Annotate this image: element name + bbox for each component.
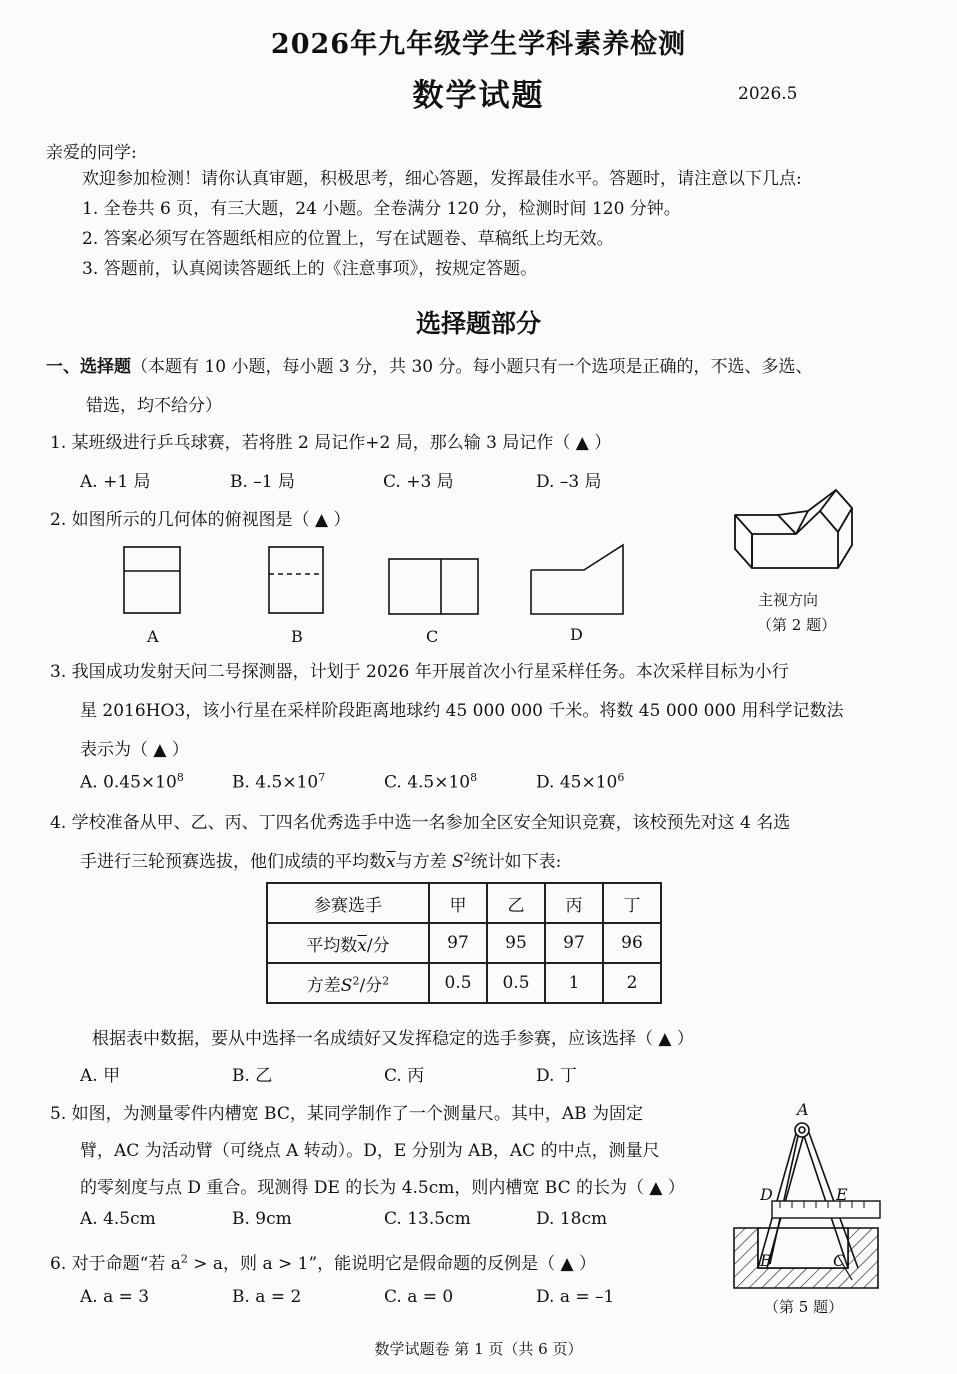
q4-option-a: A. 甲 [80, 1066, 121, 1086]
note-3: 3. 答题前，认真阅读答题纸上的《注意事项》，按规定答题。 [82, 259, 538, 279]
section-heading: 一、选择题 [46, 357, 131, 377]
q5-caption: （第 5 题） [764, 1298, 844, 1316]
q5-option-d: D. 18cm [536, 1209, 608, 1229]
table-cell: 平均数$\overline{x}/$分 [267, 923, 429, 963]
q4-line-2: 手进行三轮预赛选拔，他们成绩的平均数$\overline{x}$与方差 $S^2$统计如下表: [80, 850, 562, 872]
q2-label-b: B [291, 627, 303, 646]
q2-stem: 2. 如图所示的几何体的俯视图是（ ▲ ） [50, 510, 351, 530]
q1-stem: 1. 某班级进行乒乓球赛，若将胜 2 局记作+2 局，那么输 3 局记作（ ▲ ） [50, 433, 612, 453]
table-cell: 乙 [487, 883, 545, 923]
exam-subtitle: 数学试题 [412, 78, 545, 114]
q5-point-a: A [797, 1100, 809, 1119]
q6-option-a: A. a = 3 [80, 1287, 150, 1307]
q3-option-c: C. $4.5\times 10^8$ [384, 771, 478, 793]
section-title: 选择题部分 [415, 309, 541, 338]
q4-question: 根据表中数据，要从中选择一名成绩好又发挥稳定的选手参赛，应该选择（ ▲ ） [92, 1029, 694, 1049]
q5-line-1: 5. 如图，为测量零件内槽宽 BC，某同学制作了一个测量尺。其中，AB 为固定 [50, 1104, 644, 1124]
q5-point-c: C [833, 1251, 846, 1270]
q5-point-d: D [760, 1185, 773, 1204]
q2-label-c: C [426, 627, 439, 646]
table-cell: 97 [545, 923, 603, 963]
note-2: 2. 答案必须写在答题纸相应的位置上，写在试题卷、草稿纸上均无效。 [82, 229, 614, 249]
q2-fig-caption: （第 2 题） [757, 616, 837, 634]
page-footer: 数学试题卷 第 1 页（共 6 页） [374, 1340, 583, 1358]
q6-option-b: B. a = 2 [232, 1287, 302, 1307]
table-cell: 甲 [429, 883, 487, 923]
q5-option-b: B. 9cm [232, 1209, 292, 1229]
q1-option-b: B. –1 局 [230, 472, 296, 492]
table-cell: 2 [603, 963, 661, 1003]
exam-date: 2026.5 [738, 84, 798, 104]
q3-line-2: 星 2016HO3，该小行星在采样阶段距离地球约 45 000 000 千米。将数 45 000 000 用科学记数法 [80, 701, 844, 721]
table-cell: 0.5 [487, 963, 545, 1003]
q3-line-3: 表示为（ ▲ ） [80, 740, 189, 760]
q5-option-c: C. 13.5cm [384, 1209, 471, 1229]
q4-option-b: B. 乙 [232, 1066, 273, 1086]
q6-stem: 6. 对于命题“若 $a^2 > a$，则 a > 1”，能说明它是假命题的反例是（ ▲ ） [50, 1252, 597, 1274]
table-cell: 方差$S^2/$分$^2$ [267, 963, 429, 1003]
q5-line-3: 的零刻度与点 D 重合。现测得 DE 的长为 4.5cm，则内槽宽 BC 的长为（ ▲ ） [80, 1178, 685, 1198]
q4-option-d: D. 丁 [536, 1066, 577, 1086]
table-cell: 0.5 [429, 963, 487, 1003]
q3-line-1: 3. 我国成功发射天问二号探测器，计划于 2026 年开展首次小行星采样任务。本次采样目标为小行 [50, 662, 789, 682]
q3-option-a: A. $0.45\times 10^8$ [80, 771, 184, 793]
q2-fig-direction: 主视方向 [758, 591, 819, 609]
q2-label-d: D [570, 625, 583, 644]
table-cell: 丙 [545, 883, 603, 923]
table-cell: 95 [487, 923, 545, 963]
q1-option-c: C. +3 局 [383, 472, 454, 492]
q1-option-a: A. +1 局 [80, 472, 151, 492]
q1-option-d: D. –3 局 [536, 472, 602, 492]
welcome-text: 欢迎参加检测！请你认真审题，积极思考，细心答题，发挥最佳水平。答题时，请注意以下几点: [82, 169, 802, 189]
q3-option-b: B. $4.5\times 10^7$ [232, 771, 326, 793]
exam-title: 2026年九年级学生学科素养检测 [270, 29, 687, 60]
section-desc-2: 错选，均不给分） [86, 396, 222, 416]
q5-point-b: B [760, 1251, 772, 1270]
table-cell: 丁 [603, 883, 661, 923]
q6-option-d: D. a = –1 [536, 1287, 615, 1307]
q6-option-c: C. a = 0 [384, 1287, 454, 1307]
greeting: 亲爱的同学: [46, 143, 137, 163]
table-cell: 97 [429, 923, 487, 963]
section-desc-1: （本题有 10 小题，每小题 3 分，共 30 分。每小题只有一个选项是正确的，不选、多选、 [131, 357, 813, 377]
table-cell: 96 [603, 923, 661, 963]
q5-option-a: A. 4.5cm [80, 1209, 156, 1229]
table-cell: 1 [545, 963, 603, 1003]
note-1: 1. 全卷共 6 页，有三大题，24 小题。全卷满分 120 分，检测时间 120 分钟。 [82, 199, 681, 219]
table-cell: 参赛选手 [267, 883, 429, 923]
q2-label-a: A [147, 627, 159, 646]
q5-line-2: 臂，AC 为活动臂（可绕点 A 转动）。D，E 分别为 AB，AC 的中点，测量尺 [80, 1141, 660, 1161]
q3-option-d: D. $45\times 10^6$ [536, 771, 625, 793]
q4-option-c: C. 丙 [384, 1066, 425, 1086]
q4-line-1: 4. 学校准备从甲、乙、丙、丁四名优秀选手中选一名参加全区安全知识竞赛，该校预先对这 4 名选 [50, 813, 791, 833]
q5-point-e: E [836, 1185, 848, 1204]
